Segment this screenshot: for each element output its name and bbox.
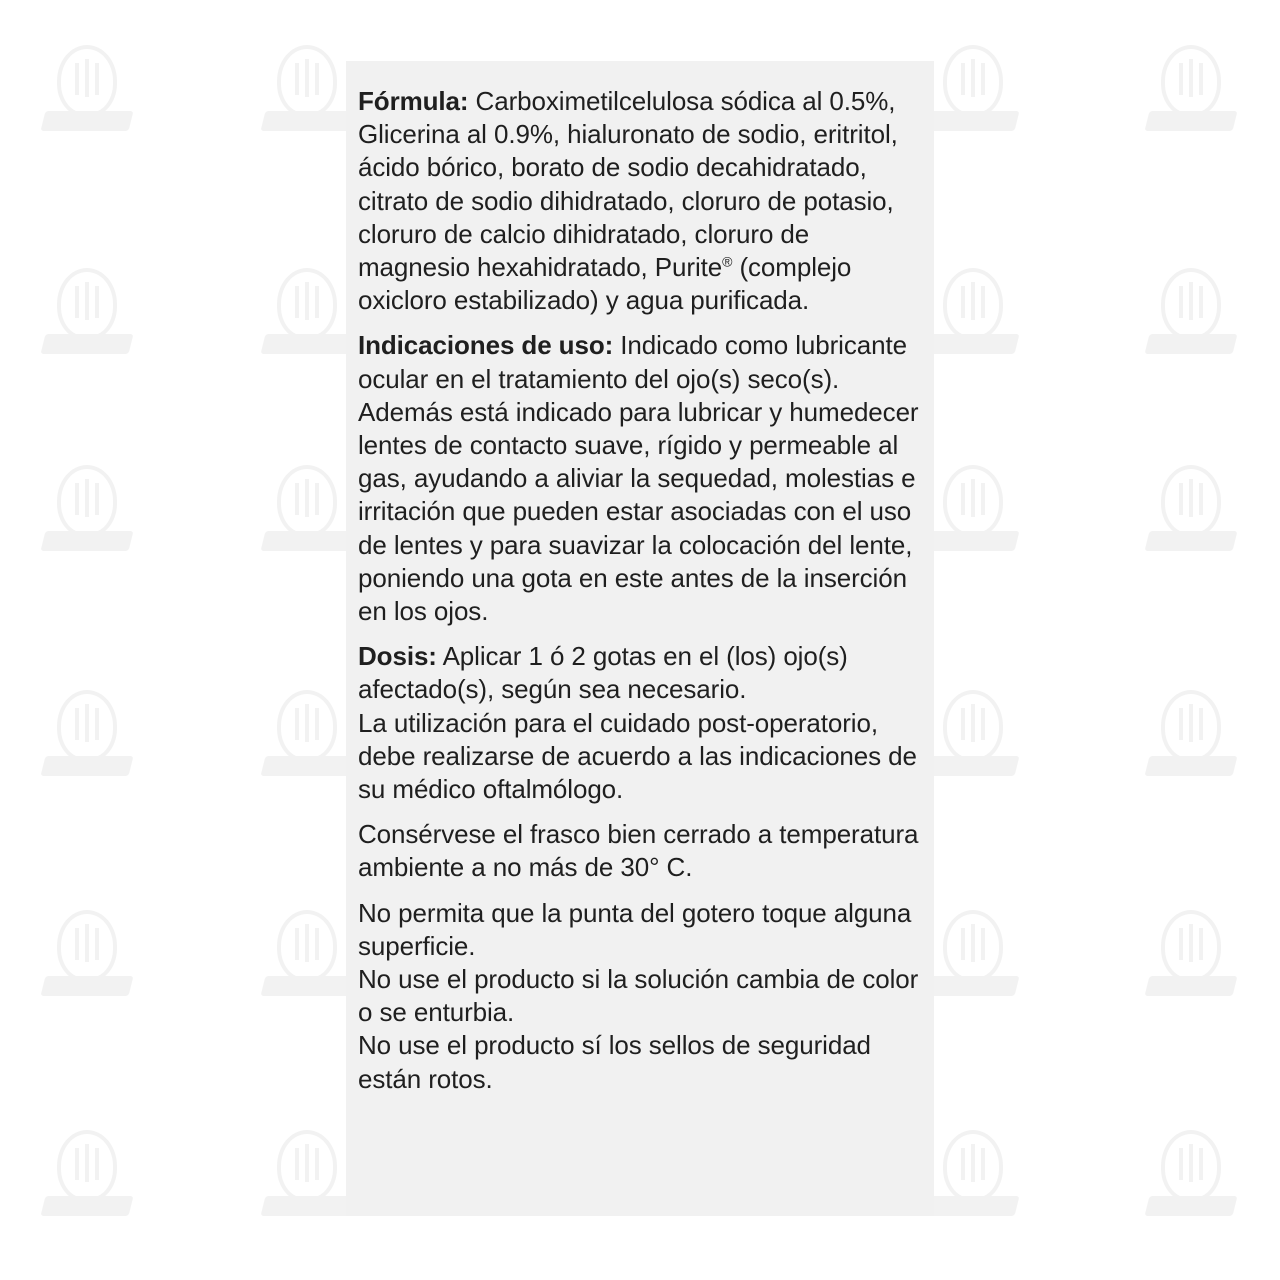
store-seal-logo-icon xyxy=(928,465,1018,575)
store-seal-logo-icon xyxy=(928,690,1018,800)
store-seal-logo-icon xyxy=(42,910,132,1020)
store-seal-logo-icon xyxy=(262,910,352,1020)
store-seal-logo-icon xyxy=(928,1130,1018,1240)
warning-item: No use el producto si la solución cambia de color o se enturbia. xyxy=(358,964,919,1028)
dosage-heading: Dosis: xyxy=(358,641,437,672)
store-seal-logo-icon xyxy=(262,690,352,800)
dosage-paragraph xyxy=(358,640,920,706)
store-seal-logo-icon xyxy=(42,465,132,575)
store-seal-logo-icon xyxy=(1146,268,1236,378)
store-seal-logo-icon xyxy=(1146,45,1236,155)
dosage-text: Aplicar 1 ó 2 gotas en el (los) ojo(s) afectado(s), según sea necesario. xyxy=(358,641,848,705)
store-seal-logo-icon xyxy=(262,1130,352,1240)
store-seal-logo-icon xyxy=(1146,465,1236,575)
store-seal-logo-icon xyxy=(1146,910,1236,1020)
indications-heading: Indicaciones de uso: xyxy=(358,330,614,361)
indications-paragraph xyxy=(358,329,920,628)
store-seal-logo-icon xyxy=(1146,690,1236,800)
product-label-panel xyxy=(346,61,934,1216)
indications-text: Indicado como lubricante ocular en el tratamiento del ojo(s) seco(s). Además está indicado para lubricar y humedecer lentes de contacto suave, rígido y permeable al gas, ayudando a aliviar la sequedad, molestias e irritación que pueden estar asociadas con el uso de lentes y para suavizar la colocación del lente, poniendo una gota en este antes de la inserción en los ojos. xyxy=(358,330,919,627)
formula-text: Carboximetilcelulosa sódica al 0.5%, Glicerina al 0.9%, hialuronato de sodio, eritritol, ácido bórico, borato de sodio decahidratado, citrato de sodio dihidratado, cloruro de potasio, cloruro de calcio dihidratado, cloruro de magnesio hexahidratado, Purite xyxy=(358,86,898,283)
postop-paragraph: La utilización para el cuidado post-operatorio, debe realizarse de acuerdo a las indicaciones de su médico oftalmólogo. xyxy=(358,707,917,805)
store-seal-logo-icon xyxy=(262,45,352,155)
warning-item: No use el producto sí los sellos de seguridad están rotos. xyxy=(358,1030,871,1094)
store-seal-logo-icon xyxy=(1146,1130,1236,1240)
store-seal-logo-icon xyxy=(42,690,132,800)
storage-paragraph: Consérvese el frasco bien cerrado a temperatura ambiente a no más de 30° C. xyxy=(358,819,919,883)
formula-paragraph xyxy=(358,85,920,317)
registered-mark: ® xyxy=(722,253,733,270)
store-seal-logo-icon xyxy=(42,268,132,378)
store-seal-logo-icon xyxy=(262,465,352,575)
formula-text-after: (complejo oxicloro estabilizado) y agua purificada. xyxy=(358,252,852,316)
store-seal-logo-icon xyxy=(262,268,352,378)
store-seal-logo-icon xyxy=(42,1130,132,1240)
warning-item: No permita que la punta del gotero toque alguna superficie. xyxy=(358,897,912,961)
store-seal-logo-icon xyxy=(928,910,1018,1020)
store-seal-logo-icon xyxy=(928,45,1018,155)
store-seal-logo-icon xyxy=(928,268,1018,378)
store-seal-logo-icon xyxy=(42,45,132,155)
formula-heading: Fórmula: xyxy=(358,86,469,116)
